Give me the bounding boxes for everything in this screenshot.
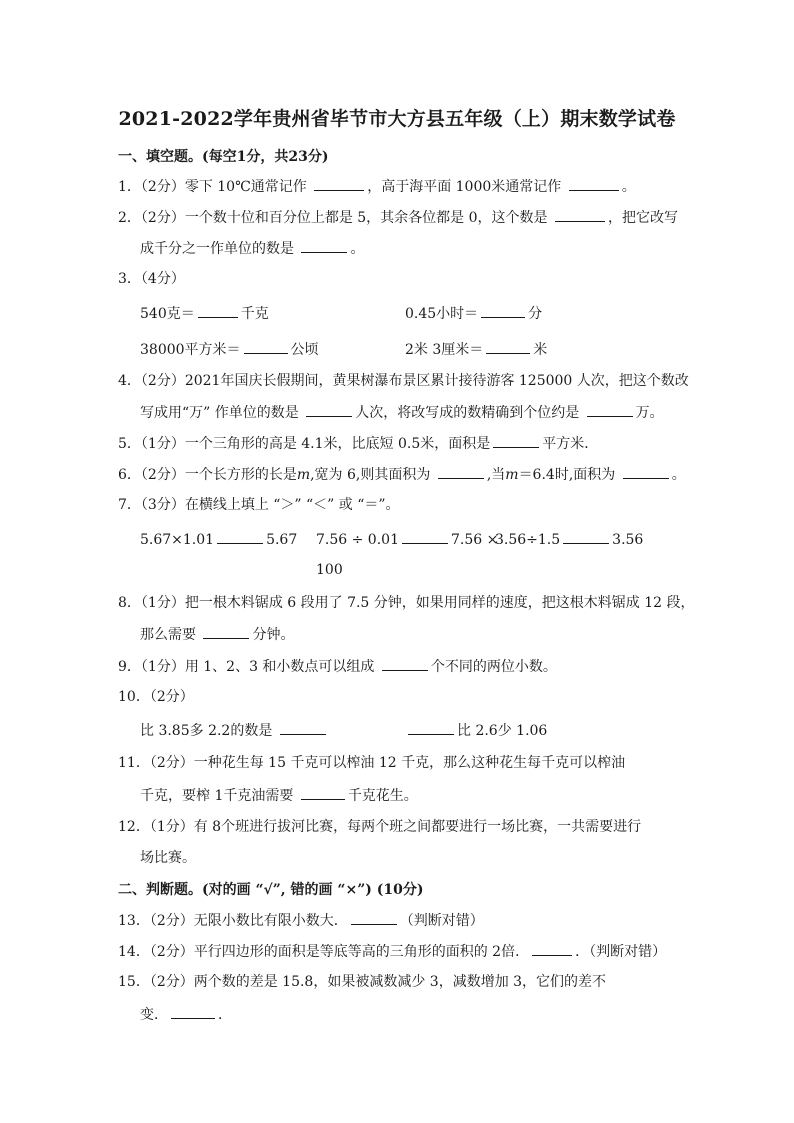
answer-blank[interactable] (408, 720, 454, 735)
answer-blank[interactable] (314, 176, 364, 191)
answer-blank[interactable] (532, 941, 572, 956)
question-8-cont: 那么需要 分钟。 (140, 624, 294, 645)
question-15: 15．（2分）两个数的差是 15.8，如果被减数减少 3，减数增加 3，它们的差不 (118, 974, 607, 990)
question-11: 11．（2分）一种花生每 15 千克可以榨油 12 千克，那么这种花生每千克可以榨油 (118, 755, 626, 771)
question-5: 5．（1分）一个三角形的高是 4.1米，比底短 0.5米，面积是 平方米． (118, 433, 598, 454)
question-10-item-2: 比 2.6少 1.06 (405, 720, 547, 741)
question-2-cont: 成千分之一作单位的数是 。 (140, 238, 364, 259)
section2-heading: 二、判断题。(对的画 “√”, 错的画 “×”) (10分) (118, 882, 424, 898)
answer-blank[interactable] (555, 207, 605, 222)
question-3-item-3: 38000平方米＝ 公顷 (140, 339, 319, 360)
question-15-cont: 变． ． (140, 1004, 232, 1025)
question-4: 4．（2分）2021年国庆长假期间，黄果树瀑布景区累计接待游客 125000 人次，把这个数改 (118, 373, 689, 389)
question-7-expr-3: 3.56÷1.5 3.56 (495, 529, 643, 550)
question-14: 14．（2分）平行四边形的面积是等底等高的三角形的面积的 2倍． ．（判断对错） (118, 941, 666, 962)
question-10: 10．（2分） (118, 689, 194, 705)
question-3-item-1: 540克＝ 千克 (140, 303, 269, 324)
question-13: 13．（2分）无限小数比有限小数大． （判断对错） (118, 910, 484, 931)
answer-blank[interactable] (301, 785, 345, 800)
answer-blank[interactable] (280, 720, 326, 735)
question-3-item-4: 2米 3厘米＝ 米 (405, 339, 547, 360)
question-8: 8．（1分）把一根木料锯成 6 段用了 7.5 分钟，如果用同样的速度，把这根木料锯成 12 段， (118, 595, 695, 611)
question-3: 3．（4分） (118, 271, 185, 287)
question-12-cont: 场比赛。 (140, 850, 196, 866)
answer-blank[interactable] (402, 529, 448, 544)
answer-blank[interactable] (481, 303, 525, 318)
question-1: 1．（2分）零下 10℃通常记作 ，高于海平面 1000米通常记作 。 (118, 176, 636, 197)
answer-blank[interactable] (171, 1004, 215, 1019)
question-7-expr-2: 7.56 ÷ 0.01 7.56 × (316, 529, 498, 550)
answer-blank[interactable] (569, 176, 619, 191)
question-10-item-1: 比 3.85多 2.2的数是 (140, 720, 329, 741)
page-title: 2021-2022学年贵州省毕节市大方县五年级（上）期末数学试卷 (118, 108, 676, 130)
answer-blank[interactable] (244, 339, 288, 354)
answer-blank[interactable] (486, 339, 530, 354)
question-3-item-2: 0.45小时＝ 分 (405, 303, 542, 324)
section1-heading: 一、填空题。(每空1分，共23分) (118, 149, 329, 165)
answer-blank[interactable] (623, 464, 669, 479)
answer-blank[interactable] (217, 529, 263, 544)
question-7-expr-1: 5.67×1.01 5.67 (140, 529, 297, 550)
question-7: 7．（3分）在横线上填上 “＞” “＜” 或 “＝”。 (118, 497, 400, 513)
question-12: 12．（1分）有 8个班进行拔河比赛，每两个班之间都要进行一场比赛，一共需要进行 (118, 819, 642, 835)
question-2: 2．（2分）一个数十位和百分位上都是 5，其余各位都是 0，这个数是 ，把它改写 (118, 207, 678, 228)
question-4-cont: 写成用“万” 作单位的数是 人次，将改写成的数精确到个位约是 万。 (140, 402, 664, 423)
answer-blank[interactable] (587, 402, 633, 417)
question-9: 9．（1分）用 1、2、3 和小数点可以组成 个不同的两位小数。 (118, 656, 557, 677)
question-7-denominator: 100 (316, 562, 343, 578)
answer-blank[interactable] (438, 464, 484, 479)
answer-blank[interactable] (493, 433, 539, 448)
answer-blank[interactable] (301, 238, 347, 253)
answer-blank[interactable] (563, 529, 609, 544)
question-11-cont: 千克，要榨 1千克油需要 千克花生。 (140, 785, 418, 806)
question-6: 6．（2分）一个长方形的长是m,宽为 6,则其面积为 ,当m＝6.4时,面积为 。 (118, 464, 686, 485)
answer-blank[interactable] (382, 656, 428, 671)
answer-blank[interactable] (351, 910, 397, 925)
answer-blank[interactable] (306, 402, 352, 417)
answer-blank[interactable] (198, 303, 238, 318)
answer-blank[interactable] (203, 624, 249, 639)
